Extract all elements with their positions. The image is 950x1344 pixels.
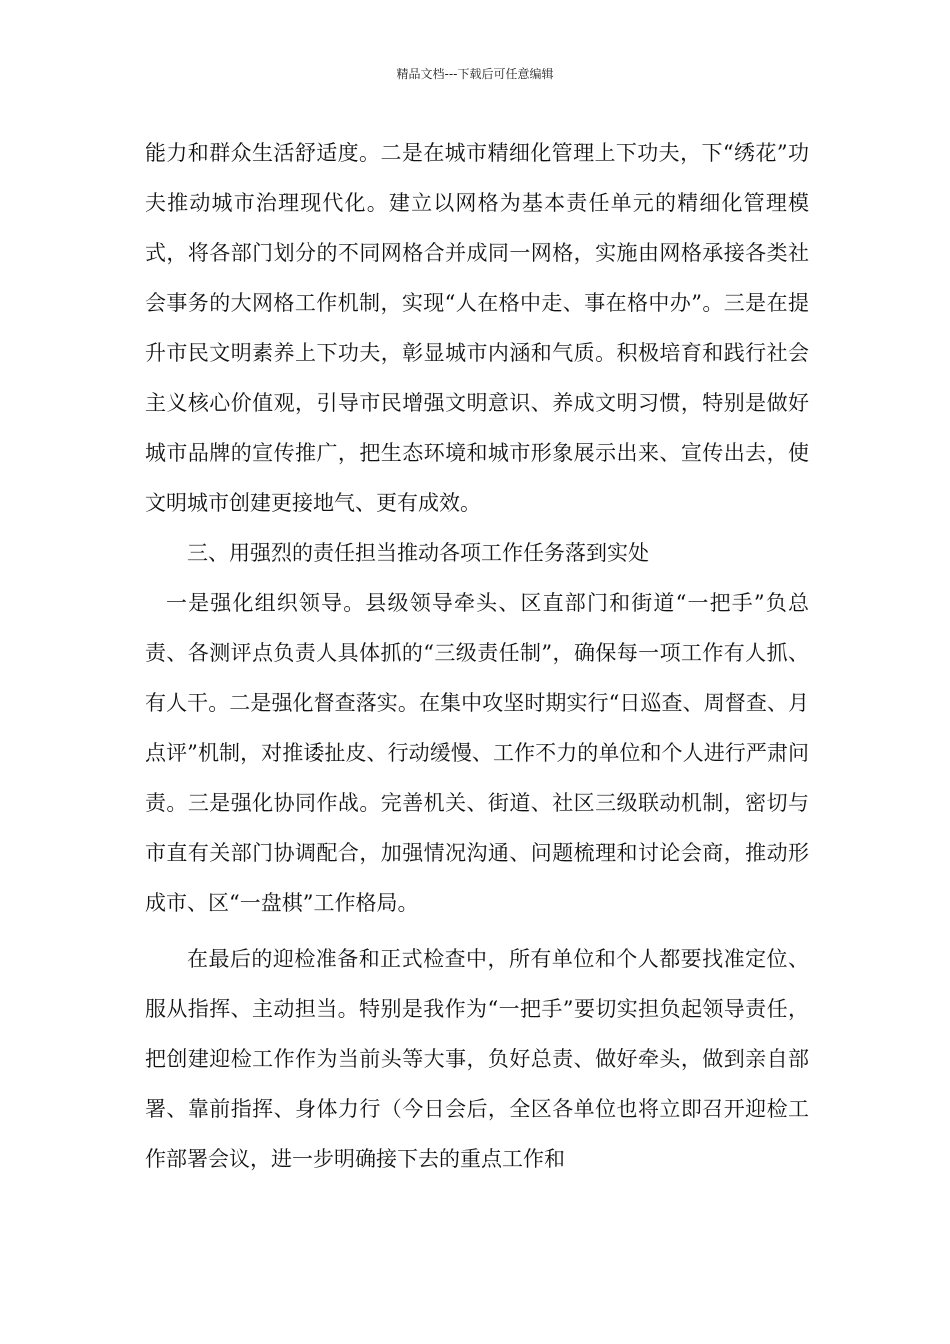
paragraph-inspection: 在最后的迎检准备和正式检查中，所有单位和个人都要找准定位、服从指挥、主动担当。特别是我作为“一把手”要切实担负起领导责任，把创建迎检工作作为当前头等大事，负好总责、做好牵头，做到亲自部署、靠前指挥、身体力行（今日会后，全区各单位也将立即召开迎检工作部署会议，进一步明确接下去的重点工作和 [145, 947, 809, 1171]
page-header: 精品文档---下载后可任意编辑 [396, 67, 554, 81]
section-heading-three: 三、用强烈的责任担当推动各项工作任务落到实处 [187, 541, 649, 565]
paragraph-responsibility: 一是强化组织领导。县级领导牵头、区直部门和街道“一把手”负总责、各测评点负责人具体抓的“三级责任制”，确保每一项工作有人抓、有人干。二是强化督查落实。在集中攻坚时期实行“日巡查、周督查、月点评”机制，对推诿扯皮、行动缓慢、工作不力的单位和个人进行严肃问责。三是强化协同作战。完善机关、街道、社区三级联动机制，密切与市直有关部门协调配合，加强情况沟通、问题梳理和讨论会商，推动形成市、区“一盘棋”工作格局。 [145, 591, 809, 915]
paragraph-city-management: 能力和群众生活舒适度。二是在城市精细化管理上下功夫，下“绣花”功夫推动城市治理现代化。建立以网格为基本责任单元的精细化管理模式，将各部门划分的不同网格合并成同一网格，实施由网格承接各类社会事务的大网格工作机制，实现“人在格中走、事在格中办”。三是在提升市民文明素养上下功夫，彰显城市内涵和气质。积极培育和践行社会主义核心价值观，引导市民增强文明意识、养成文明习惯，特别是做好城市品牌的宣传推广，把生态环境和城市形象展示出来、宣传出去，使文明城市创建更接地气、更有成效。 [145, 141, 809, 515]
document-body [145, 128, 809, 1184]
